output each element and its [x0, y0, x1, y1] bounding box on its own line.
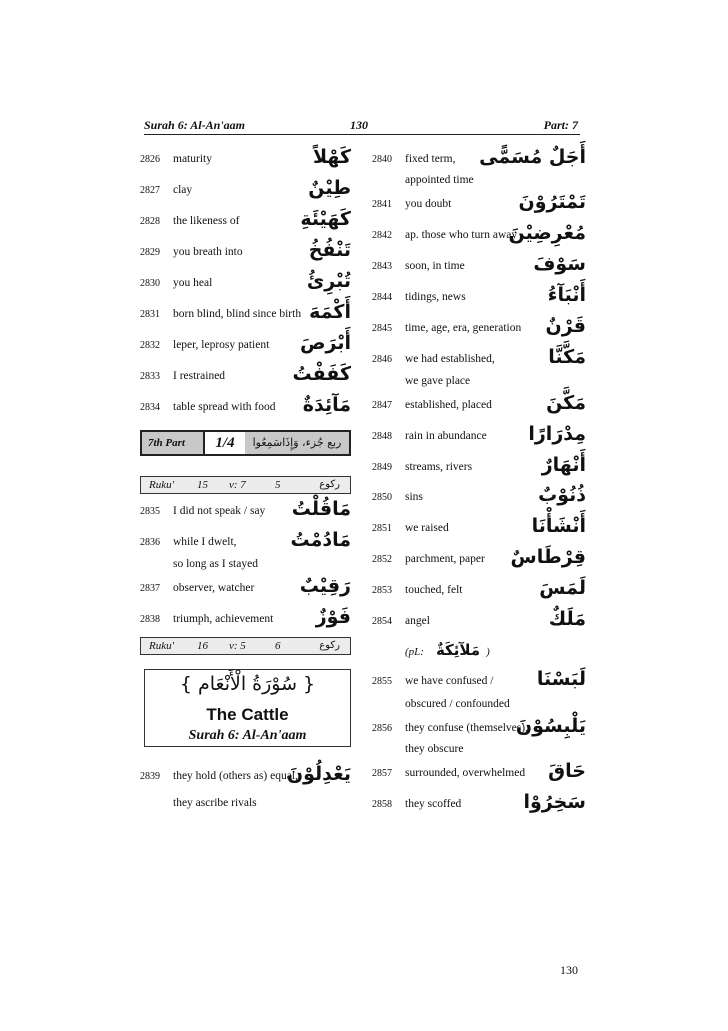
entry-meaning: leper, leprosy patient — [173, 339, 270, 351]
entry-meaning: observer, watcher — [173, 582, 255, 594]
entry-number: 2831 — [140, 309, 160, 320]
entry-number: 2827 — [140, 185, 160, 196]
entry-number: 2851 — [372, 523, 392, 534]
entry-arabic: فَوْزٌ — [315, 606, 351, 628]
vocab-entry — [140, 208, 351, 234]
entry-number: 2857 — [372, 768, 392, 779]
vocab-entry — [372, 608, 586, 634]
ruku-arabic: رکوع — [319, 479, 340, 490]
plural-label: (pL: — [405, 646, 424, 658]
entry-number: 2840 — [372, 154, 392, 165]
entry-arabic: سَخِرُوْا — [523, 791, 586, 813]
entry-meaning: time, age, era, generation — [405, 322, 522, 334]
entry-meaning: clay — [173, 184, 193, 196]
entry-arabic: مَاقُلْتُ — [291, 498, 351, 520]
part-fraction: 1/4 — [205, 432, 245, 454]
entry-arabic: رَقِيْبٌ — [299, 575, 351, 597]
entry-number: 2826 — [140, 154, 160, 165]
entry-number: 2833 — [140, 371, 160, 382]
entry-meaning-continued: so long as I stayed — [173, 558, 258, 570]
ruku-box — [140, 637, 351, 655]
entry-number: 2844 — [372, 292, 392, 303]
vocab-entry — [372, 191, 586, 217]
entry-arabic: مَآئِدَةٌ — [302, 394, 351, 416]
entry-number: 2830 — [140, 278, 160, 289]
vocab-entry — [372, 515, 586, 541]
entry-meaning: you heal — [173, 277, 213, 289]
vocab-entry — [140, 606, 351, 632]
header-surah: Surah 6: Al-An'aam — [144, 118, 245, 132]
entry-number: 2850 — [372, 492, 392, 503]
plural-arabic: مَلآئِكَةٌ — [435, 641, 481, 659]
entry-arabic: تُبْرِئُ — [306, 270, 351, 292]
entry-arabic: مُعْرِضِيْنَ — [508, 222, 586, 244]
entry-number: 2854 — [372, 616, 392, 627]
vocab-entry — [140, 394, 351, 420]
entry-number: 2837 — [140, 583, 160, 594]
entry-number: 2858 — [372, 799, 392, 810]
surah-title-box — [144, 669, 351, 747]
surah-english-name: The Cattle — [206, 705, 289, 724]
entry-number: 2834 — [140, 402, 160, 413]
surah-arabic-name: { سُوْرَةُ الْأَنْعَام } — [179, 673, 316, 695]
entry-meaning-continued: they obscure — [405, 743, 464, 755]
entry-arabic: أَكْمَهَ — [309, 301, 351, 323]
entry-number: 2853 — [372, 585, 392, 596]
entry-arabic: كَهْلاً — [312, 146, 351, 168]
vocab-entry — [372, 284, 586, 310]
ruku-number: 16 — [197, 640, 208, 652]
entry-arabic: أَجَلٌ مُسَمًّى — [479, 146, 586, 168]
entry-arabic: سَوْفَ — [533, 253, 586, 275]
part-marker-box — [140, 430, 351, 456]
footer-page-number: 130 — [560, 963, 578, 977]
entry-meaning: they scoffed — [405, 798, 462, 810]
entry-arabic: قَرْنٌ — [545, 315, 586, 337]
entry-meaning: I did not speak / say — [173, 505, 266, 517]
vocab-entry — [140, 270, 351, 296]
entry-arabic: يَلْبِسُوْنَ — [515, 715, 586, 737]
entry-arabic: قِرْطَاسٌ — [510, 546, 586, 568]
vocab-entry — [372, 253, 586, 279]
entry-meaning: we raised — [405, 522, 449, 534]
entry-arabic: مَادُمْتُ — [290, 529, 351, 551]
vocab-entry — [372, 346, 586, 372]
vocab-entry — [372, 546, 586, 572]
entry-meaning: you doubt — [405, 198, 452, 210]
header-part: Part: 7 — [543, 118, 578, 132]
entry-meaning: I restrained — [173, 370, 226, 382]
vocab-entry — [372, 454, 586, 480]
entry-meaning: table spread with food — [173, 401, 276, 413]
entry-meaning: established, placed — [405, 399, 492, 411]
entry-arabic: أَنْبَآءُ — [547, 284, 586, 306]
entry-arabic: طِيْنٌ — [308, 177, 351, 199]
vocab-entry — [140, 332, 351, 358]
vocab-entry — [140, 529, 351, 555]
entry-meaning: triumph, achievement — [173, 613, 274, 625]
entry-meaning: maturity — [173, 153, 212, 165]
entry-number: 2838 — [140, 614, 160, 625]
plural-close: ) — [486, 646, 490, 658]
vocab-entry — [372, 668, 586, 694]
ruku-count: 6 — [275, 640, 281, 652]
entry-meaning: sins — [405, 491, 423, 503]
entry-meaning-continued: we gave place — [405, 375, 471, 387]
header-page-number: 130 — [350, 118, 368, 132]
entry-arabic: مِدْرَارًا — [528, 423, 586, 445]
entry-meaning: rain in abundance — [405, 430, 487, 442]
entry-meaning: soon, in time — [405, 260, 465, 272]
entry-meaning: streams, rivers — [405, 461, 473, 473]
entry-number: 2835 — [140, 506, 160, 517]
vocab-entry — [372, 392, 586, 418]
entry-meaning-continued: appointed time — [405, 174, 474, 186]
ruku-number: 15 — [197, 479, 208, 491]
entry-number: 2852 — [372, 554, 392, 565]
entry-meaning: parchment, paper — [405, 553, 485, 565]
vocab-entry — [372, 791, 586, 817]
surah-transliteration: Surah 6: Al-An'aam — [188, 728, 307, 743]
vocab-entry — [140, 177, 351, 203]
vocab-entry — [372, 715, 586, 741]
entry-number: 2841 — [372, 199, 392, 210]
entry-arabic: أَنْهَارٌ — [541, 454, 586, 476]
entry-arabic: حَاقَ — [548, 760, 586, 782]
entry-number: 2855 — [372, 676, 392, 687]
vocab-entry — [372, 577, 586, 603]
ruku-box — [140, 476, 351, 494]
entry-arabic: مَكَّنَ — [546, 392, 586, 414]
vocab-entry — [140, 763, 351, 789]
vocab-entry — [140, 301, 351, 327]
part-arabic: ربع جُزء، وَإِذَاسَمِعُوا — [245, 432, 349, 454]
entry-meaning: angel — [405, 615, 430, 627]
entry-arabic: كَفَفْتُ — [292, 363, 351, 385]
entry-arabic: مَكَّنَّا — [548, 346, 586, 368]
entry-number: 2849 — [372, 462, 392, 473]
entry-meaning: we have confused / — [405, 675, 494, 687]
ruku-label: Ruku' — [149, 640, 174, 652]
ruku-arabic: رکوع — [319, 640, 340, 651]
entry-arabic: ذُنُوْبٌ — [538, 484, 586, 506]
entry-meaning: ap. those who turn away — [405, 229, 518, 241]
entry-number: 2843 — [372, 261, 392, 272]
entry-meaning: they confuse (themselves), — [405, 722, 528, 734]
entry-meaning: while I dwelt, — [173, 536, 237, 548]
vocab-entry — [372, 484, 586, 510]
vocab-entry — [140, 146, 351, 172]
entry-number: 2847 — [372, 400, 392, 411]
entry-meaning: they hold (others as) equal, — [173, 770, 298, 782]
vocab-entry — [372, 760, 586, 786]
vocab-entry — [372, 222, 586, 248]
entry-meaning: the likeness of — [173, 215, 240, 227]
page-header — [144, 118, 580, 135]
vocab-entry — [140, 575, 351, 601]
entry-arabic: لَبَسْنَا — [536, 668, 586, 690]
entry-number: 2832 — [140, 340, 160, 351]
entry-arabic: أَنْشَأْنَا — [531, 515, 586, 537]
entry-number: 2846 — [372, 354, 392, 365]
vocab-entry — [372, 146, 586, 172]
entry-number: 2828 — [140, 216, 160, 227]
entry-arabic: مَلَكٌ — [548, 608, 586, 630]
ruku-verses: v: 7 — [229, 479, 246, 491]
entry-meaning: tidings, news — [405, 291, 466, 303]
vocab-entry — [140, 239, 351, 265]
ruku-label: Ruku' — [149, 479, 174, 491]
ruku-count: 5 — [275, 479, 281, 491]
vocab-entry — [372, 315, 586, 341]
entry-meaning: surrounded, overwhelmed — [405, 767, 526, 779]
entry-arabic: يَعْدِلُوْنَ — [286, 763, 351, 785]
entry-number: 2856 — [372, 723, 392, 734]
entry-arabic: كَهَيْئَةِ — [300, 208, 351, 230]
plural-note — [405, 641, 490, 659]
entry-meaning-continued: they ascribe rivals — [173, 797, 257, 809]
entry-number: 2848 — [372, 431, 392, 442]
entry-arabic: تَمْتَرُوْنَ — [518, 191, 586, 213]
entry-number: 2836 — [140, 537, 160, 548]
entry-arabic: تَنْفُخُ — [308, 239, 351, 261]
part-label: 7th Part — [142, 432, 203, 454]
entry-arabic: لَمَسَ — [539, 577, 586, 599]
vocab-entry — [140, 498, 351, 524]
entry-meaning: fixed term, — [405, 153, 456, 165]
entry-meaning: touched, felt — [405, 584, 463, 596]
entry-meaning: born blind, blind since birth — [173, 308, 302, 320]
entry-number: 2829 — [140, 247, 160, 258]
entry-number: 2842 — [372, 230, 392, 241]
vocab-entry — [140, 363, 351, 389]
entry-meaning: you breath into — [173, 246, 243, 258]
ruku-verses: v: 5 — [229, 640, 246, 652]
entry-meaning-continued: obscured / confounded — [405, 698, 510, 710]
vocab-entry — [372, 423, 586, 449]
entry-number: 2845 — [372, 323, 392, 334]
entry-number: 2839 — [140, 771, 160, 782]
entry-meaning: we had established, — [405, 353, 495, 365]
entry-arabic: أَبْرَصَ — [299, 332, 351, 354]
